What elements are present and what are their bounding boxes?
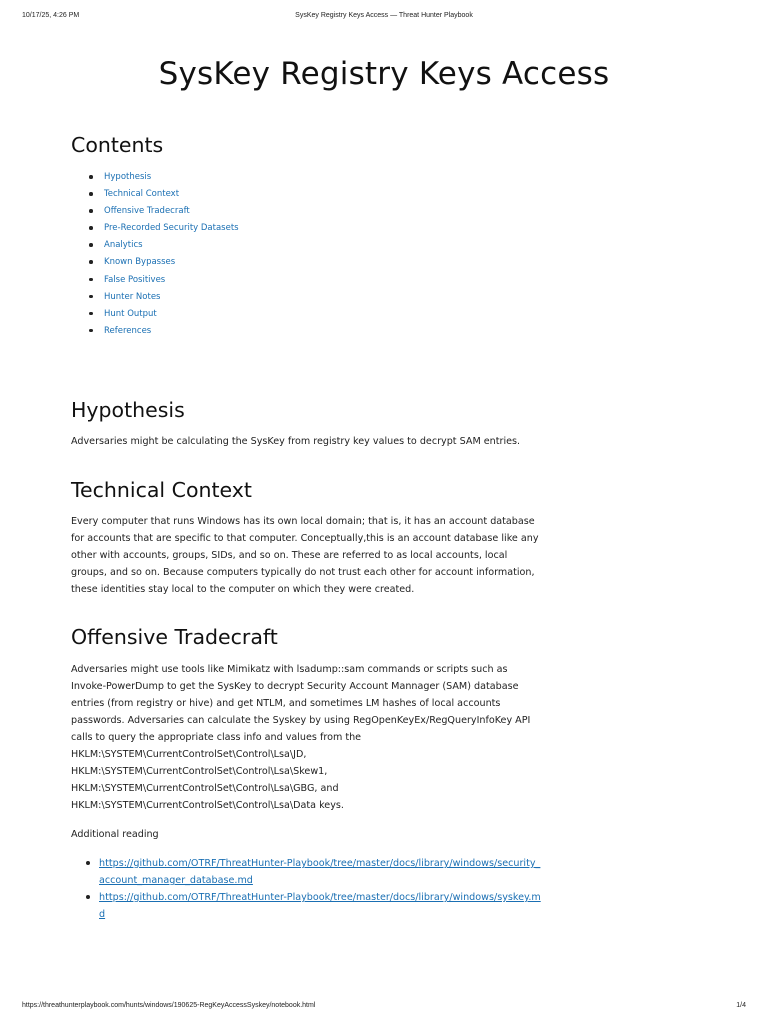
link-sam-database[interactable]: https://github.com/OTRF/ThreatHunter-Playbook/tree/master/docs/library/windows/security_account_manager_database.md <box>99 858 541 886</box>
offensive-tradecraft-text: Adversaries might use tools like Mimikatz with lsadump::sam commands or scripts such as Invoke-PowerDump to get the SysKey to decrypt Security Account Mannager (SAM) database entries (from registry or hive) and get NTLM, and sometimes LM hashes of local accounts passwords. Adversaries can calculate the Syskey by using RegOpenKeyEx/RegQueryInfoKey API calls to query the appropriate class info and values from the HKLM:\SYSTEM\CurrentControlSet\Control\Lsa\JD, HKLM:\SYSTEM\CurrentControlSet\Control\Lsa\Skew1, HKLM:\SYSTEM\CurrentControlSet\Control\Lsa\GBG, and HKLM:\SYSTEM\CurrentControlSet\Control\Lsa\Data keys. <box>71 664 531 811</box>
toc-item-analytics <box>89 239 239 256</box>
technical-context-heading: Technical Context <box>71 478 252 502</box>
contents-heading: Contents <box>71 133 164 157</box>
print-url: https://threathunterplaybook.com/hunts/windows/190625-RegKeyAccessSyskey/notebook.html <box>22 1002 316 1009</box>
additional-reading-links <box>86 855 541 923</box>
toc-link-false-positives[interactable]: False Positives <box>104 274 166 285</box>
toc-item-false-positives <box>89 274 239 291</box>
additional-reading-label: Additional reading <box>71 829 159 840</box>
toc-item-hunter-notes <box>89 291 239 308</box>
toc-item-hypothesis <box>89 171 239 188</box>
toc-link-hunt-output[interactable]: Hunt Output <box>104 308 157 319</box>
toc-item-technical-context <box>89 188 239 205</box>
print-page-number: 1/4 <box>736 1002 746 1009</box>
toc-link-datasets[interactable]: Pre-Recorded Security Datasets <box>104 223 239 234</box>
toc-item-offensive-tradecraft <box>89 205 239 222</box>
hypothesis-heading: Hypothesis <box>71 398 185 422</box>
toc-item-hunt-output <box>89 308 239 325</box>
table-of-contents <box>89 171 239 342</box>
toc-link-analytics[interactable]: Analytics <box>104 240 143 251</box>
print-page-title: SysKey Registry Keys Access — Threat Hunter Playbook <box>295 12 473 19</box>
offensive-tradecraft-heading: Offensive Tradecraft <box>71 625 278 649</box>
link-item-sam-database <box>86 855 541 889</box>
link-syskey[interactable]: https://github.com/OTRF/ThreatHunter-Playbook/tree/master/docs/library/windows/syskey.md <box>99 892 541 920</box>
hypothesis-text: Adversaries might be calculating the SysKey from registry key values to decrypt SAM entries. <box>71 436 521 447</box>
toc-link-known-bypasses[interactable]: Known Bypasses <box>104 257 176 268</box>
toc-link-hypothesis[interactable]: Hypothesis <box>104 172 152 182</box>
toc-item-datasets <box>89 222 239 239</box>
toc-link-references[interactable]: References <box>104 325 152 336</box>
toc-item-references <box>89 325 239 342</box>
print-datetime: 10/17/25, 4:26 PM <box>22 12 80 19</box>
page-title: SysKey Registry Keys Access <box>158 56 610 92</box>
toc-link-offensive-tradecraft[interactable]: Offensive Tradecraft <box>104 206 190 217</box>
toc-item-known-bypasses <box>89 256 239 273</box>
link-item-syskey <box>86 889 541 923</box>
technical-context-text: Every computer that runs Windows has its own local domain; that is, it has an account database for accounts that are specific to that computer. Conceptually,this is an account database like any other with accounts, groups, SIDs, and so on. These are referred to as local accounts, local groups, and so on. Because computers typically do not trust each other for account information, these identities stay local to the computer on which they were created. <box>71 516 539 595</box>
toc-link-hunter-notes[interactable]: Hunter Notes <box>104 291 161 302</box>
toc-link-technical-context[interactable]: Technical Context <box>104 189 180 200</box>
